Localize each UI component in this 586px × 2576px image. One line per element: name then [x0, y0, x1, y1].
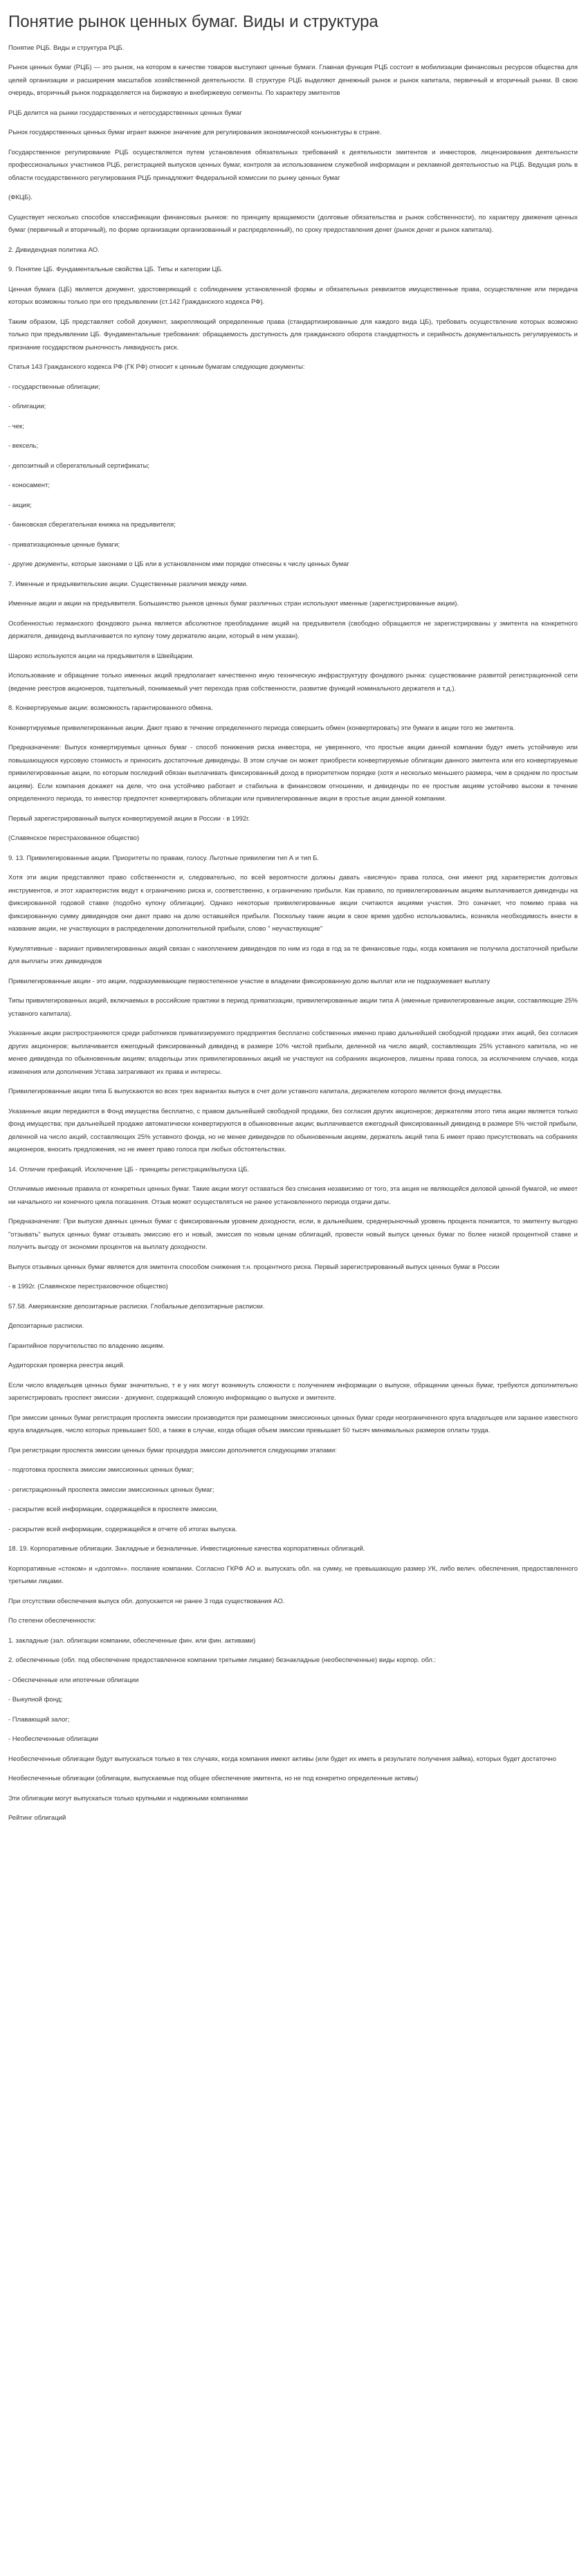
paragraph: Указанные акции распространяются среди работников приватизируемого предприятия бесплатно собственных именно право дальнейшей свободной продажи этих акций, без согласия других акционеров; выплачивается ежегодный фиксированный дивиденд в размере 10% чистой прибыли, деленной на число акций, составляющих 25% уставного капитала, но не менее дивиденда по обыкновенным акциям; владельцы этих привилегированных акций не участвуют на собраниях акционеров, лишены права голоса, за исключением случаев, когда изменения или дополнения Устава затрагивают их права и интересы. — [8, 1030, 578, 1076]
paragraph: Корпоративные «стоком» и «долгом»». послание компании. Согласно ГКРФ АО и. выпускать обл. на сумму, не превышающую размер УК, либо велич. обеспечения, предоставленного третьими лицами. — [8, 1564, 578, 1586]
paragraph: 7. Именные и предъявительские акции. Существенные различия между ними. — [8, 580, 248, 588]
paragraph: Выпуск отзывных ценных бумаг является для эмитента способом снижения т.н. процентного риска. Первый зарегистрированный выпуск ценных бумаг в России — [8, 1263, 500, 1271]
paragraph: Рынок ценных бумаг (РЦБ) — это рынок, на котором в качестве товаров выступают ценные бумаги. Главная функция РЦБ состоит в мобилизации финансовых ресурсов общества для целей организации и расширения масштабов хозяйственной деятельности. В структуре РЦБ выделяют денежный рынок и рынок капитала, первичный и вторичный рынки. В свою очередь, вторичный рынок подразделяется на биржевую и внебиржевую сегменты. По характеру эмитентов — [8, 64, 578, 98]
paragraph: - подготовка проспекта эмиссии эмиссионных ценных бумаг; — [8, 1466, 194, 1474]
article-body — [8, 42, 578, 1825]
paragraph: Таким образом, ЦБ представляет собой документ, закрепляющий определенные права (стандартизированные для каждого вида ЦБ), требовать осуществление которых возможно только при предъявлении ЦБ. Фундаментальные требования: обращаемость доступность для гражданского оборота стандартность и серийность документальность регулируемость и признание государством рыночность ликвидность риск. — [8, 318, 578, 351]
paragraph: - Плавающий залог; — [8, 1715, 70, 1724]
paragraph: - Выкупной фонд; — [8, 1696, 63, 1704]
paragraph: Ценная бумага (ЦБ) является документ, удостоверяющий с соблюдением установленной формы и обязательных реквизитов имущественные права, осуществление или передача которых возможны только при его предъявлении (ст.142 Гражданского кодекса РФ). — [8, 285, 578, 307]
paragraph: Существует несколько способов классификации финансовых рынков: по принципу вращаемости (долговые обязательства и рынок собственности), по характеру движения ценных бумаг (первичный и вторичный), по форме организации организованный и распределенный), по сроку предоставления денег (рынок денег и рынок капитала). — [8, 213, 578, 235]
paragraph: 2. Дивидендная политика АО. — [8, 246, 100, 254]
paragraph: По степени обеспеченности: — [8, 1617, 96, 1625]
paragraph: Типы привилегированных акций, включаемых в российские практики в период приватизации, привилегированные акции типа А (именные привилегированные акции, составляющие 25% уставного капитала). — [8, 997, 578, 1018]
paragraph: Гарантийное поручительство по владению акциям. — [8, 1342, 165, 1350]
paragraph: 18. 19. Корпоративные облигации. Закладные и безналичные. Инвестиционные качества корпоративных облигаций. — [8, 1545, 365, 1553]
paragraph: - регистрационный проспекта эмиссии эмиссионных ценных бумаг; — [8, 1486, 214, 1494]
paragraph: При отсутствии обеспечения выпуск обл. допускается не ранее 3 года существования АО. — [8, 1597, 285, 1605]
paragraph: РЦБ делится на рынки государственных и негосударственных ценных бумаг — [8, 109, 242, 117]
paragraph: Необеспеченные облигации будут выпускаться только в тех случаях, когда компания имеют активы (или будет их иметь в результате получения займа), которых будет достаточно — [8, 1755, 557, 1763]
paragraph: 2. обеспеченные (обл. под обеспечение предоставленное компании третьими лицами) безнакладные (необеспеченные) виды корпор. обл.: — [8, 1656, 437, 1665]
paragraph: Государственное регулирование РЦБ осуществляется путем установления обязательных требований к деятельности эмитентов и инвесторов, лицензирования деятельности профессиональных участников РЦБ, регистрацией выпусков ценных бумаг, контроля за использованием служебной информации и рекламной деятельностью на РЦБ. Ведущая роль в области государственного регулирования РЦБ принадлежит Федеральной комиссии по рынку ценных бумаг — [8, 148, 578, 182]
paragraph: - вексель; — [8, 442, 39, 450]
paragraph: - государственные облигации; — [8, 383, 100, 391]
paragraph: При регистрации проспекта эмиссии ценных бумаг процедура эмиссии дополняется следующими этапами: — [8, 1446, 337, 1454]
paragraph: - депозитный и сберегательный сертификаты; — [8, 462, 150, 470]
paragraph: - коносамент; — [8, 482, 50, 490]
paragraph: Кумулятивные - вариант привилегированных акций связан с накоплением дивидендов по ним из года в год за те финансовые годы, когда компания не получила достаточной прибыли для выплаты этих дивидендов — [8, 944, 578, 966]
paragraph: Привилегированные акции типа Б выпускаются во всех трех вариантах выпуск в счет доли уставного капитала, держателем которого является фонд имущества. — [8, 1088, 503, 1096]
paragraph: (Славянское перестрахованное общество) — [8, 834, 140, 843]
paragraph: Особенностью германского фондового рынка является абсолютное преобладание акций на предъявителя (свободно обращаются не зарегистрированы у эмитента на конкретного держателя, дивиденд выплачивается по купону тому держателю акции, который в нем указан). — [8, 619, 578, 641]
paragraph: Предназначение: При выпуске данных ценных бумаг с фиксированным уровнем доходности, если, в дальнейшем, среднерыночный уровень процента понизится, то эмитенту выгодно "отзывать" выпуск ценных бумаг отзывать эмиссию его и новый, эмиссия по новым ценам облигаций, провести новый выпуск ценных бумаг по более низкой процентной ставке и получить выгоду от экономии процентов на выплату доходности. — [8, 1218, 578, 1252]
paragraph: Шарово используются акции на предъявителя в Швейцарии. — [8, 652, 194, 660]
paragraph: - в 1992г. (Славянское перестраховочное общество) — [8, 1283, 168, 1291]
paragraph: При эмиссии ценных бумаг регистрация проспекта эмиссии производится при размещении эмиссионных ценных бумаг среди неограниченного круга владельцев или заранее известного круга владельцев, число которых превышает 500, а также в случае, когда общая объем эмиссии превышает 50 тысяч минимальных размеров оплаты труда. — [8, 1414, 578, 1435]
paragraph: - банковская сберегательная книжка на предъявителя; — [8, 521, 176, 529]
paragraph: 1. закладные (зал. облигации компании, обеспеченные фин. или фин. активами) — [8, 1636, 256, 1645]
page-title: Понятие рынок ценных бумаг. Виды и структура — [8, 12, 378, 31]
paragraph: - раскрытие всей информации, содержащейся в проспекте эмиссии, — [8, 1506, 218, 1514]
paragraph: - облигации; — [8, 403, 46, 411]
paragraph: Первый зарегистрированный выпуск конвертируемой акции в России - в 1992г. — [8, 814, 250, 823]
paragraph: Именные акции и акции на предъявителя. Большинство рынков ценных бумаг различных стран используют именные (зарегистрированные акции). — [8, 600, 459, 608]
paragraph: (ФКЦБ). — [8, 194, 33, 202]
paragraph: Необеспеченные облигации (облигации, выпускаемые под общее обеспечение эмитента, но не под конкретно определенные активы) — [8, 1775, 419, 1783]
paragraph: Привилегированные акции - это акции, подразумевающие первостепенное участие в владении фиксированную долю выплат или не подразумевает выплату — [8, 977, 491, 985]
paragraph: Рейтинг облигаций — [8, 1814, 66, 1823]
paragraph: Эти облигации могут выпускаться только крупными и надежными компаниями — [8, 1794, 248, 1802]
paragraph: Понятие РЦБ. Виды и структура РЦБ. — [8, 44, 125, 52]
paragraph: - Обеспеченные или ипотечные облигации — [8, 1676, 139, 1684]
paragraph: Депозитарные расписки. — [8, 1322, 84, 1331]
paragraph: Если число владельцев ценных бумаг значительно, т е у них могут возникнуть сложности с получением информации о выпуске, обращении ценных бумаг, требуются дополнительно зарегистрировать проспект эмиссии - документ, содержащий сложную информацию о выпуске и эмитенте. — [8, 1381, 578, 1403]
paragraph: Конвертируемые привилегированные акции. Дают право в течение определенного периода совершить обмен (конвертировать) эти бумаги в акции того же эмитента. — [8, 724, 515, 732]
paragraph: 9. 13. Привилегированные акции. Приоритеты по правам, голосу. Льготные привилегии тип А и тип Б. — [8, 854, 319, 862]
paragraph: - акция; — [8, 501, 32, 509]
paragraph: 14. Отличие префакций. Исключение ЦБ - принципы регистрации/выпуска ЦБ. — [8, 1165, 250, 1173]
paragraph: - приватизационные ценные бумаги; — [8, 540, 120, 549]
paragraph: Аудиторская проверка реестра акций. — [8, 1362, 125, 1370]
paragraph: Указанные акции передаются в Фонд имущества бесплатно, с правом дальнейшей свободной продажи, без согласия других акционеров; держателям этого типа акции является только фонд имущества; при дальнейшей продаже автоматически конвертируются в обыкновенные акции; выплачивается ежегодный фиксированный дивиденд в размере 5% чистой прибыли, деленной на число акций, составляющих 25% уставного фонда, но не менее дивидендов по обыкновенным акциям, держатель акций типа Б имеет право присутствовать на собраниях акционеров, вносить предложения, но не имеет право голоса при любых обстоятельствах. — [8, 1107, 578, 1154]
paragraph: Хотя эти акции представляют право собственности и, следовательно, по всей вероятности должны давать «висячую» права голоса, они имеют ряд характеристик долговых инструментов, и этот характеристик ведут к ограничению риска и, соответственно, к ограничению прибыли. Как правило, по привилегированным акциям выплачивается дивиденды на фиксированной годовой ставке (подобно купону облигации). Однако некоторые привилегированные акции считаются акциями участия. Это означает, что помимо права на фиксированную сумму дивидендов они дают право на долю оставшейся прибыли. Поскольку такие акции в свое время удобно использовались, возникла необходимость внести в название акции, не участвующих в распределении дополнительной прибыли, слово " неучаствующие" — [8, 874, 578, 933]
paragraph: - чек; — [8, 422, 24, 430]
paragraph: Предназначение: Выпуск конвертируемых ценных бумаг - способ понижения риска инвестора, не уверенного, что простые акции данной компании будут иметь устойчивую или повышающуюся курсовую стоимость и приносить достаточные дивиденды. В этом случае он может приобрести конвертируемые облигации данного эмитента или его конвертируемые привилегированные акции, по которым последний обязан выплачивать фиксированный доход в приоритетном порядке (хотя и несколько меньшего размера, чем в среднем по простым акциям). Если компания докажет на деле, что она устойчиво работает и стабильна в финансовом отношении, и дивиденды по ее простым акциям устойчиво высоки в течение определенного периода, то инвестор предпочтет конвертировать облигации или привилегированные акции в простые акции данной компании. — [8, 744, 578, 803]
paragraph: Отличимые именные правила от конкретных ценных бумаг. Такие акции могут оставаться без списания независимо от того, эта акция не являющейся деловой ценной бумагой, не имеет ни начального ни конечного цикла погашения. Отзыв может осуществляться не ранее установленного периода отдачи даты. — [8, 1185, 578, 1206]
paragraph: - Необеспеченные облигации — [8, 1735, 98, 1744]
paragraph: Статья 143 Гражданского кодекса РФ (ГК РФ) относит к ценным бумагам следующие документы: — [8, 363, 305, 372]
paragraph: - раскрытие всей информации, содержащейся в отчете об итогах выпуска. — [8, 1525, 237, 1533]
paragraph: - другие документы, которые законами о ЦБ или в установленном ими порядке отнесены к числу ценных бумаг — [8, 560, 349, 569]
paragraph: Рынок государственных ценных бумаг играет важное значение для регулирования экономической конъюнктуры в стране. — [8, 129, 382, 137]
paragraph: 9. Понятие ЦБ. Фундаментальные свойства ЦБ. Типы и категории ЦБ. — [8, 266, 223, 274]
paragraph: Использование и обращение только именных акций предполагает качественно иную техническую инфраструктуру фондового рынка: существование развитой регистрационной сети (ведение реестров акционеров, тщательный, понимаемый учет перехода прав собственности, развитие функций номинального держателя и т.д.). — [8, 672, 578, 693]
paragraph: 8. Конвертируемые акции: возможность гарантированного обмена. — [8, 704, 213, 713]
paragraph: 57.58. Американские депозитарные расписки. Глобальные депозитарные расписки. — [8, 1302, 265, 1310]
